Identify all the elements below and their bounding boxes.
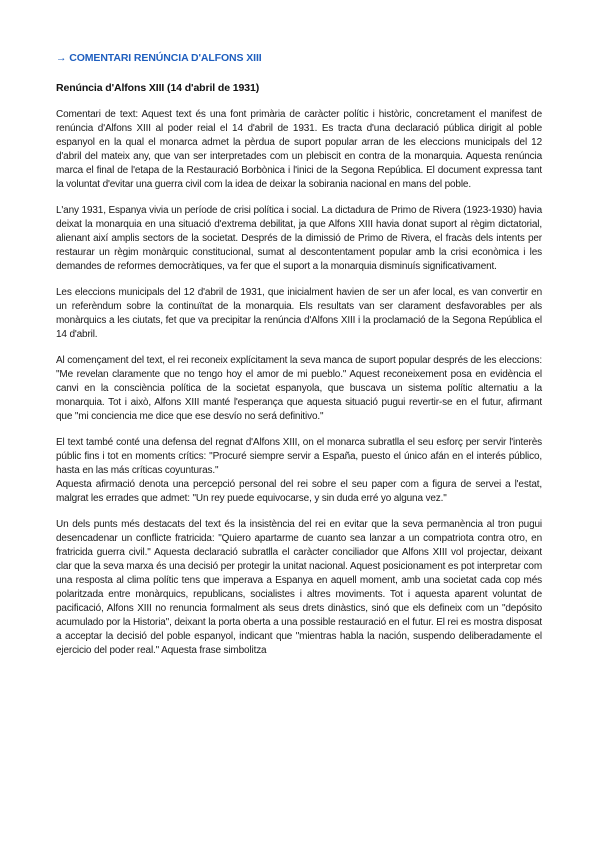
document-body [56, 108, 542, 670]
paragraph-recognition: Al començament del text, el rei reconeix explícitament la seva manca de suport popular després de les eleccions: "Me revelan claramente que no tengo hoy el amor de mi pueblo." Aquest reconeixement posa en evidència el canvi en la consciència política de la societat espanyola, que buscava un sistema polític alternatiu a la monarquia. Tot i això, Alfons XIII manté l'esperança que aquesta situació pugui revertir-se en el futur, afirmant que "mi conciencia me dice que ese desvío no será definitivo." [56, 355, 542, 422]
paragraph-defense: El text també conté una defensa del regnat d'Alfons XIII, on el monarca subratlla el seu esforç per servir l'interès públic fins i tot en moments crítics: "Procuré siempre servir a España, puesto el único afán en el interés público, hasta en las más críticas coyunturas." [56, 437, 542, 476]
paragraph-conciliation: Un dels punts més destacats del text és la insistència del rei en evitar que la seva permanència al tron pugui desencadenar un conflicte fratricida: "Quiero apartarme de cuanto sea lanzar a un compatriota contra otro, en fratricida guerra civil." Aquesta declaració subratlla el caràcter conciliador que Alfons XIII vol projectar, deixant clar que la seva marxa és una decisió per protegir la unitat nacional. Aquest posicionament es pot interpretar com una resposta al clima polític tens que imperava a Espanya en aquell moment, amb una societat cada cop més polaritzada entre monàrquics, republicans, socialistes i altres moviments. Tot i aquesta aparent voluntat de pacificació, Alfons XIII no renuncia formalment als seus drets dinàstics, sinó que els defineix com un "depósito acumulado por la Historia", deixant la porta oberta a una possible restauració en el futur. El rei es mostra disposat a acceptar la decisió del poble espanyol, indicant que "mientras habla la nación, suspendo deliberadamente el ejercicio del poder real." Aquesta frase simbolitza [56, 519, 542, 656]
section-heading-link[interactable]: → COMENTARI RENÚNCIA D'ALFONS XIII [56, 52, 262, 64]
paragraph-intro: Comentari de text: Aquest text és una font primària de caràcter polític i històric, concretament el manifest de renúncia d'Alfons XIII al poder reial el 14 d'abril de 1931. Es tracta d'una declaració pública dirigit al poble espanyol en la qual el monarca admet la pèrdua de suport popular arran de les eleccions municipals del 12 d'abril del mateix any, que van ser interpretades com un plebiscit en contra de la monarquia. Aquesta renúncia marca el final de l'etapa de la Restauració Borbònica i l'inici de la Segona República. El document expressa tant la voluntat d'evitar una guerra civil com la idea de deixar la sobirania nacional en mans del poble. [56, 109, 542, 190]
paragraph-affirmation: Aquesta afirmació denota una percepció personal del rei sobre el seu paper com a figura de servei a l'estat, malgrat les errades que admet: "Un rey puede equivocarse, y sin duda erré yo alguna vez." [56, 479, 542, 504]
paragraph-elections: Les eleccions municipals del 12 d'abril de 1931, que inicialment havien de ser un afer local, es van convertir en un referèndum sobre la continuïtat de la monarquia. Els resultats van ser clarament desfavorables per als monàrquics a les ciutats, fet que va precipitar la renúncia d'Alfons XIII i la proclamació de la Segona República el 14 d'abril. [56, 287, 542, 340]
document-subtitle: Renúncia d'Alfons XIII (14 d'abril de 1931) [56, 82, 260, 94]
paragraph-context: L'any 1931, Espanya vivia un període de crisi política i social. La dictadura de Primo de Rivera (1923-1930) havia deixat la monarquia en una situació d'extrema debilitat, ja que Alfons XIII havia donat suport al règim dictatorial, alienant així amplis sectors de la societat. Després de la dimissió de Primo de Rivera, el fracàs dels intents per restaurar un règim monàrquic constitucional, sumat al descontentament popular amb la crisi econòmica i les demandes de reformes democràtiques, va fer que el suport a la monarquia disminuís significativament. [56, 205, 542, 272]
